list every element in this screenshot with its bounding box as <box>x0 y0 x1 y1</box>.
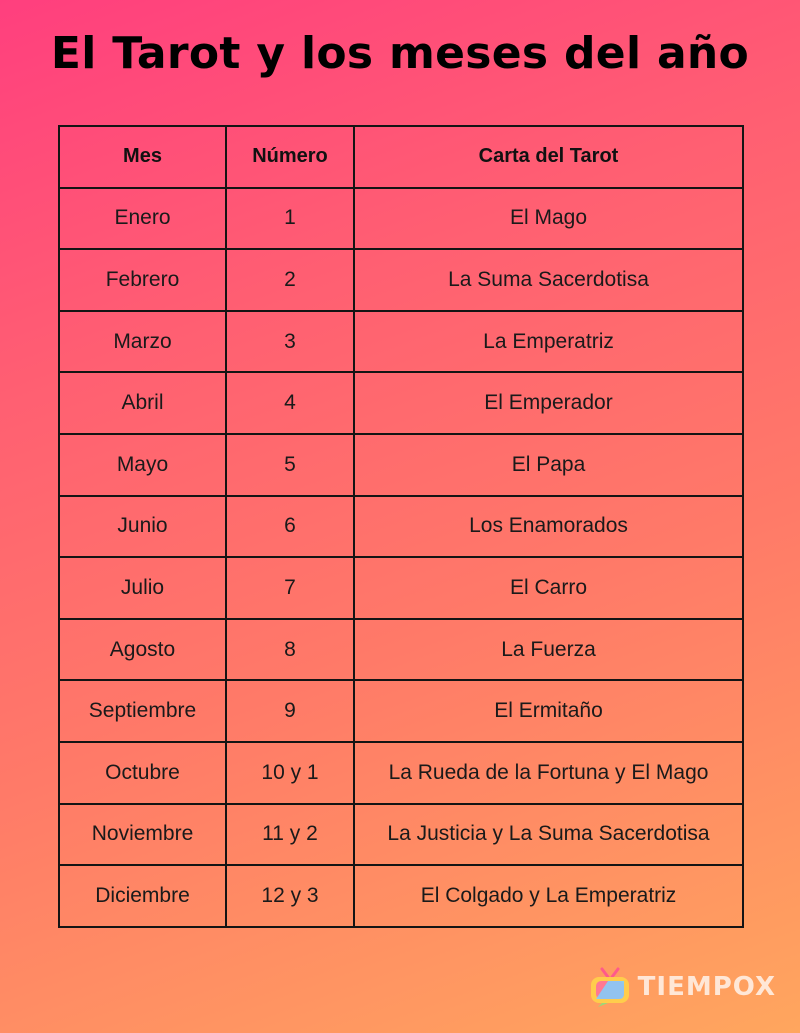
table-header-row <box>59 126 743 188</box>
cell-numero: 10 y 1 <box>226 742 354 804</box>
cell-mes: Abril <box>59 372 226 434</box>
cell-numero: 9 <box>226 680 354 742</box>
cell-carta: El Carro <box>354 557 743 619</box>
table-row <box>59 742 743 804</box>
cell-numero: 4 <box>226 372 354 434</box>
cell-numero: 5 <box>226 434 354 496</box>
cell-numero: 12 y 3 <box>226 865 354 927</box>
cell-mes: Septiembre <box>59 680 226 742</box>
cell-numero: 3 <box>226 311 354 373</box>
table-row <box>59 434 743 496</box>
cell-carta: La Fuerza <box>354 619 743 681</box>
table-row <box>59 557 743 619</box>
table-row <box>59 188 743 250</box>
header-numero: Número <box>226 126 354 188</box>
cell-mes: Noviembre <box>59 804 226 866</box>
tarot-months-table <box>58 125 744 928</box>
cell-carta: La Suma Sacerdotisa <box>354 249 743 311</box>
cell-numero: 8 <box>226 619 354 681</box>
table-row <box>59 372 743 434</box>
table-row <box>59 249 743 311</box>
cell-carta: El Mago <box>354 188 743 250</box>
cell-carta: La Emperatriz <box>354 311 743 373</box>
cell-mes: Agosto <box>59 619 226 681</box>
cell-mes: Mayo <box>59 434 226 496</box>
table-row <box>59 619 743 681</box>
cell-numero: 6 <box>226 496 354 558</box>
table-row <box>59 311 743 373</box>
cell-carta: El Papa <box>354 434 743 496</box>
cell-carta: La Rueda de la Fortuna y El Mago <box>354 742 743 804</box>
cell-mes: Enero <box>59 188 226 250</box>
cell-mes: Marzo <box>59 311 226 373</box>
cell-carta: Los Enamorados <box>354 496 743 558</box>
cell-carta: El Ermitaño <box>354 680 743 742</box>
table-row <box>59 804 743 866</box>
watermark-text: TIEMPOX <box>637 972 776 1002</box>
tiempox-logo <box>588 967 776 1007</box>
cell-numero: 1 <box>226 188 354 250</box>
table-row <box>59 496 743 558</box>
cell-mes: Febrero <box>59 249 226 311</box>
header-mes: Mes <box>59 126 226 188</box>
cell-mes: Julio <box>59 557 226 619</box>
page-title: El Tarot y los meses del año <box>50 28 750 79</box>
cell-mes: Octubre <box>59 742 226 804</box>
cell-numero: 2 <box>226 249 354 311</box>
cell-carta: El Emperador <box>354 372 743 434</box>
cell-carta: La Justicia y La Suma Sacerdotisa <box>354 804 743 866</box>
cell-numero: 7 <box>226 557 354 619</box>
cell-mes: Junio <box>59 496 226 558</box>
cell-numero: 11 y 2 <box>226 804 354 866</box>
header-carta: Carta del Tarot <box>354 126 743 188</box>
table-row <box>59 680 743 742</box>
table-row <box>59 865 743 927</box>
cell-carta: El Colgado y La Emperatriz <box>354 865 743 927</box>
tv-icon <box>588 967 632 1007</box>
cell-mes: Diciembre <box>59 865 226 927</box>
